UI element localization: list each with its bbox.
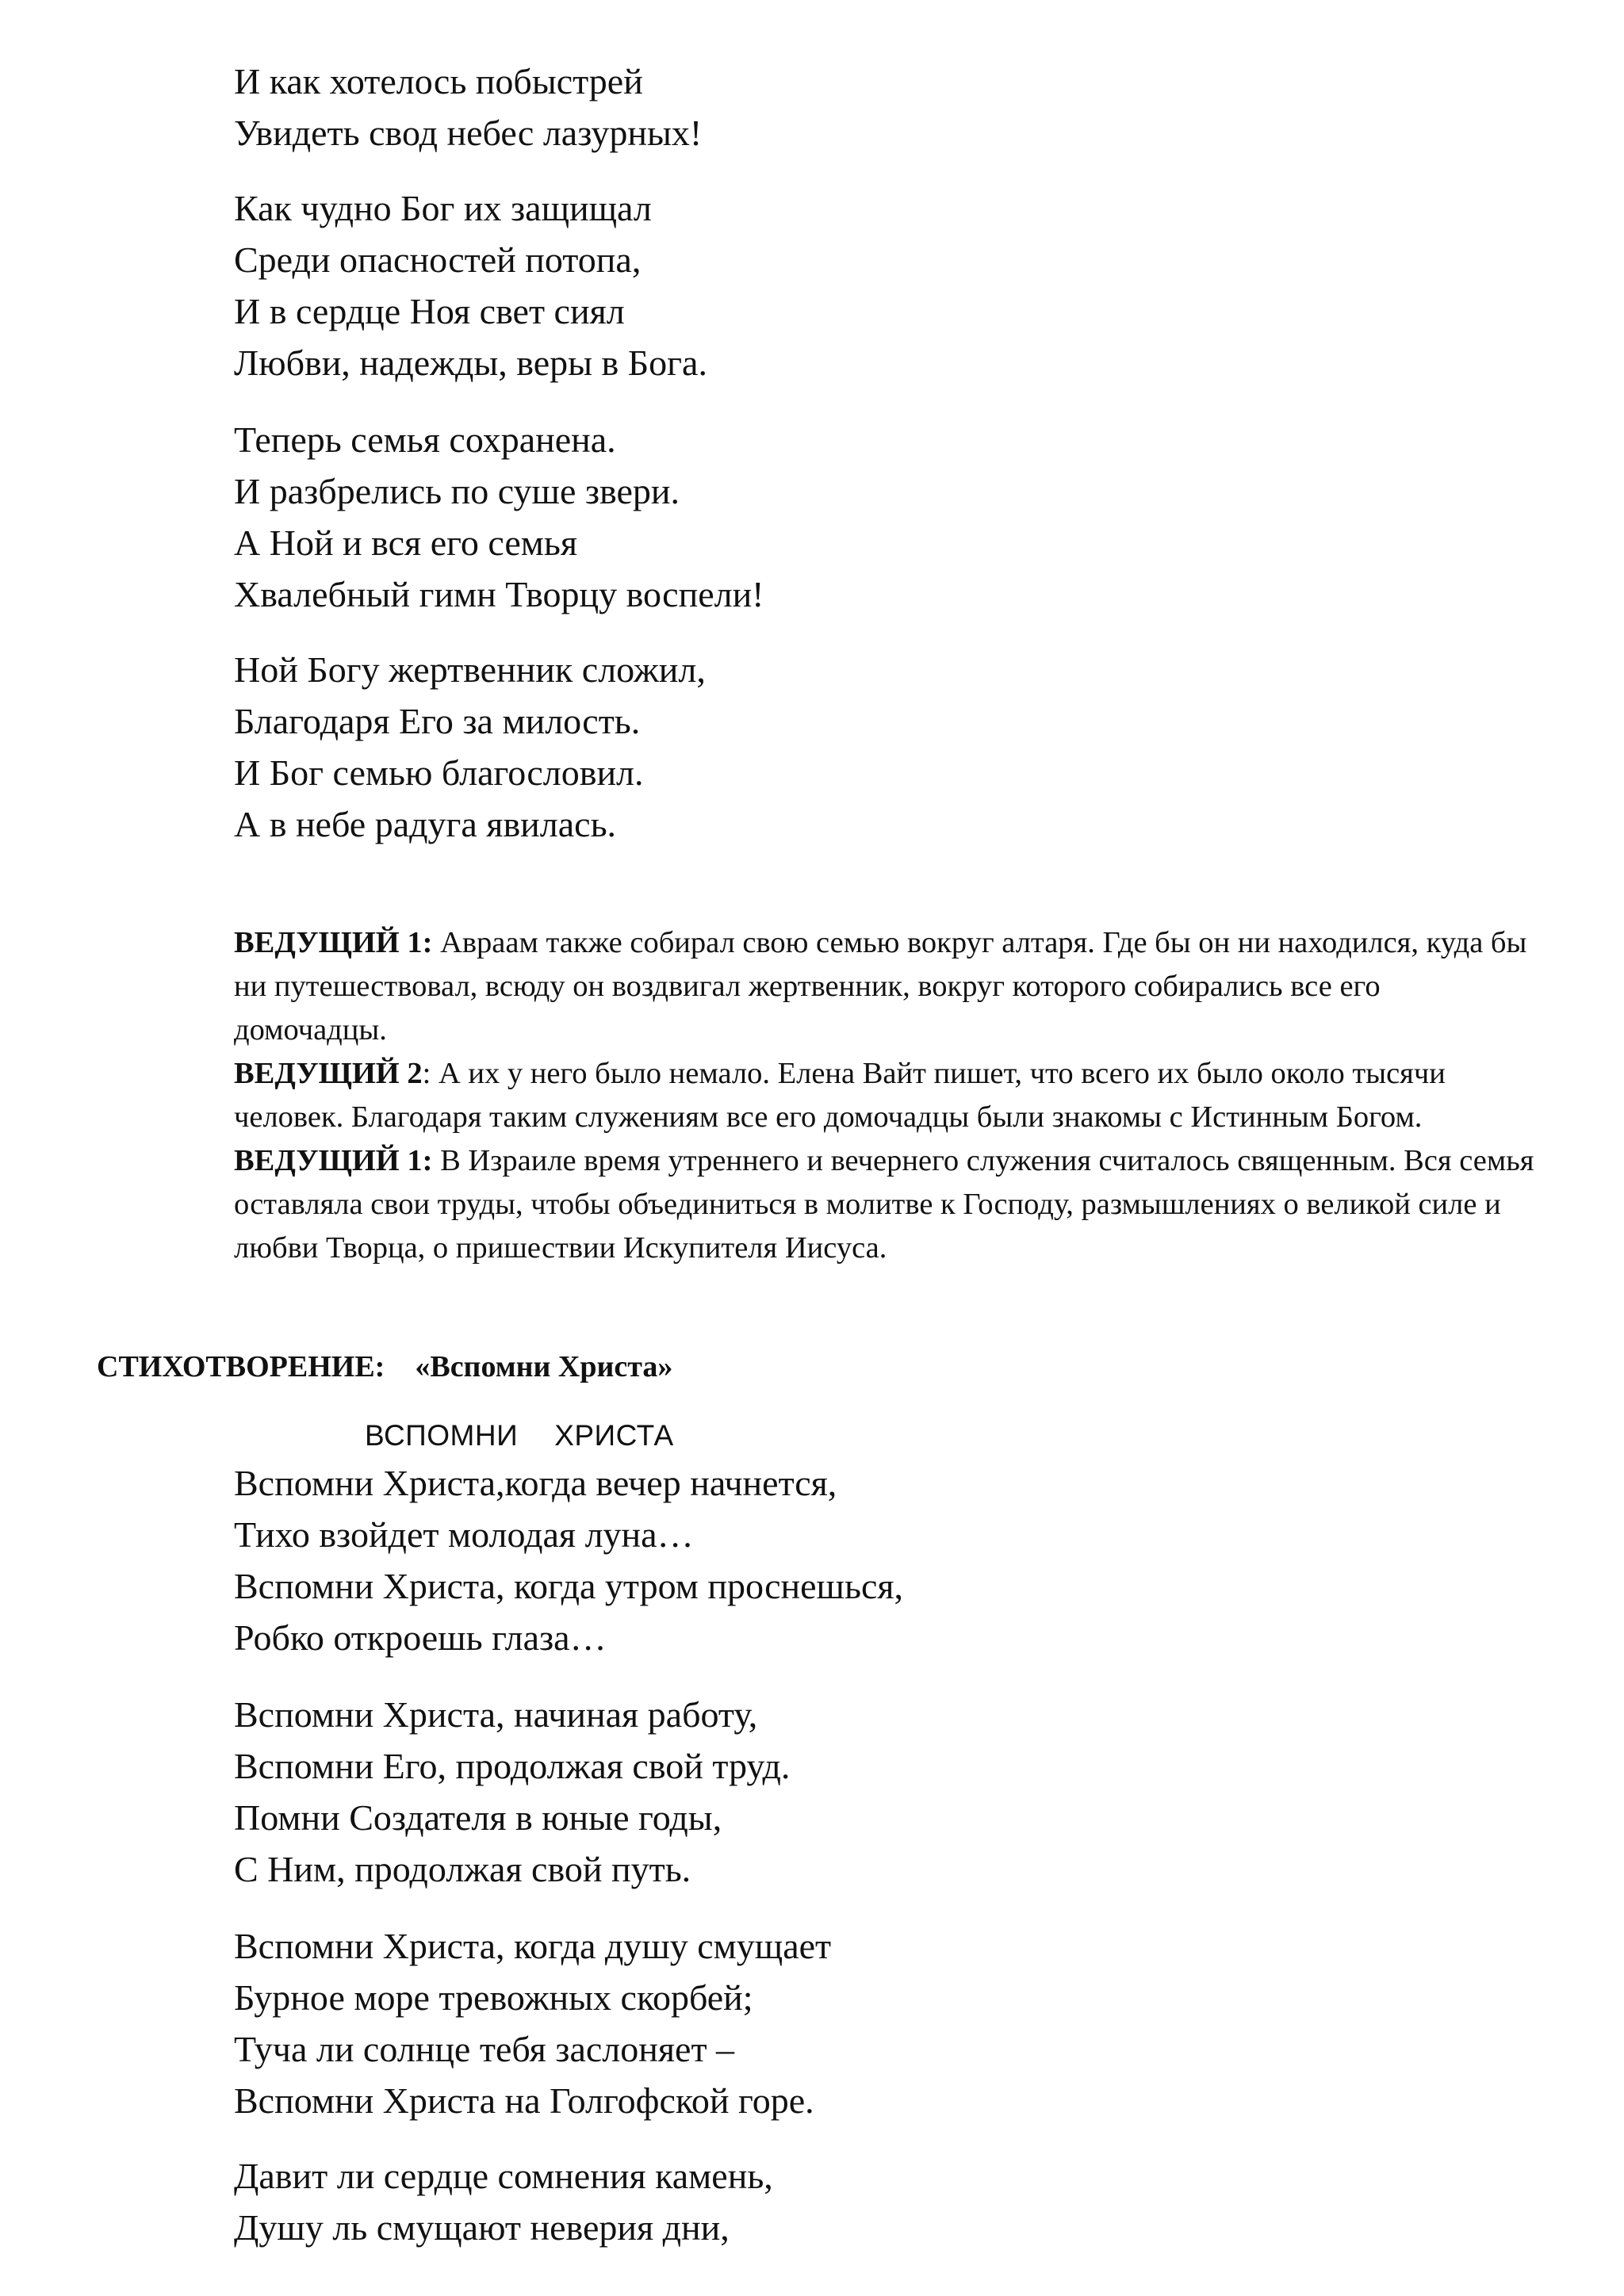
poem-line: Вспомни Христа на Голгофской горе. <box>234 2080 814 2121</box>
dialogue-text: В Израиле время утреннего и вечернего служения считалось священным. Вся семья оставляла свои труды, чтобы объединиться в молитве к Господу, размышлениях о великой силе и любви Творца, о пришествии Искупителя Иисуса. <box>234 1144 1534 1265</box>
poem2-stanza-4 <box>234 2150 773 2253</box>
poem-line: Вспомни Христа, когда душу смущает <box>234 1926 832 1966</box>
poem1-stanza-1 <box>234 55 702 159</box>
speaker-label: ВЕДУЩИЙ 1: <box>234 1144 433 1177</box>
dialogue-text: : А их у него было немало. Елена Вайт пишет, что всего их было около тысячи человек. Благодаря таким служениям все его домочадцы были знакомы с Истинным Богом. <box>234 1057 1446 1134</box>
speaker-label: ВЕДУЩИЙ 2 <box>234 1057 423 1090</box>
dialogue-paragraph <box>234 921 1534 1052</box>
poem2-stanza-3 <box>234 1920 831 2126</box>
section-title: «Вспомни Христа» <box>415 1350 673 1383</box>
poem-line: Вспомни Христа, когда утром проснешься, <box>234 1566 904 1606</box>
dialogue-paragraph <box>234 1139 1534 1270</box>
poem-line: Благодаря Его за милость. <box>234 701 641 741</box>
poem-line: А Ной и вся его семья <box>234 522 577 563</box>
poem-line: Тихо взойдет молодая луна… <box>234 1514 694 1555</box>
poem-line: И как хотелось побыстрей <box>234 61 643 101</box>
narrator-dialogue <box>234 921 1534 1270</box>
poem-line: Теперь семья сохранена. <box>234 419 616 460</box>
poem-line: И в сердце Ноя свет сиял <box>234 291 625 331</box>
poem2-stanza-2 <box>234 1689 790 1895</box>
poem1-stanza-2 <box>234 182 707 388</box>
poem-line: Душу ль смущают неверия дни, <box>234 2207 730 2248</box>
speaker-label: ВЕДУЩИЙ 1: <box>234 926 433 959</box>
poem1-stanza-4 <box>234 644 706 850</box>
poem-line: Как чудно Бог их защищал <box>234 188 652 228</box>
section-label: СТИХОТВОРЕНИЕ: <box>97 1350 385 1383</box>
poem-title <box>365 1416 674 1456</box>
dialogue-paragraph <box>234 1052 1534 1139</box>
poem-line: Ной Богу жертвенник сложил, <box>234 649 706 690</box>
poem-line: Давит ли сердце сомнения камень, <box>234 2156 773 2196</box>
poem2-stanza-1 <box>234 1457 903 1663</box>
poem-line: Вспомни Его, продолжая свой труд. <box>234 1746 791 1786</box>
poem-line: Хвалебный гимн Творцу воспели! <box>234 574 764 614</box>
poem-line: А в небе радуга явилась. <box>234 804 617 844</box>
poem-line: С Ним, продолжая свой путь. <box>234 1849 691 1889</box>
poem-line: И Бог семью благословил. <box>234 752 644 793</box>
poem-line: Робко откроешь глаза… <box>234 1617 607 1658</box>
poem-line: Помни Создателя в юные годы, <box>234 1797 722 1838</box>
poem-line: Любви, надежды, веры в Бога. <box>234 342 707 383</box>
poem-line: Увидеть свод небес лазурных! <box>234 113 703 153</box>
poem-line: Туча ли солнце тебя заслоняет – <box>234 2029 735 2069</box>
poem-title-word: ВСПОМНИ <box>365 1419 519 1452</box>
poem-line: Бурное море тревожных скорбей; <box>234 1977 753 2018</box>
poem-title-word: ХРИСТА <box>554 1419 674 1452</box>
poem1-stanza-3 <box>234 414 764 620</box>
poem-line: Среди опасностей потопа, <box>234 239 642 280</box>
poem-line: Вспомни Христа,когда вечер начнется, <box>234 1463 837 1503</box>
poem-line: И разбрелись по суше звери. <box>234 471 680 511</box>
dialogue-text: Авраам также собирал свою семью вокруг алтаря. Где бы он ни находился, куда бы ни путешествовал, всюду он воздвигал жертвенник, вокруг которого собирались все его домочадцы. <box>234 926 1527 1047</box>
poem-line: Вспомни Христа, начиная работу, <box>234 1694 758 1735</box>
section-heading <box>97 1345 672 1389</box>
